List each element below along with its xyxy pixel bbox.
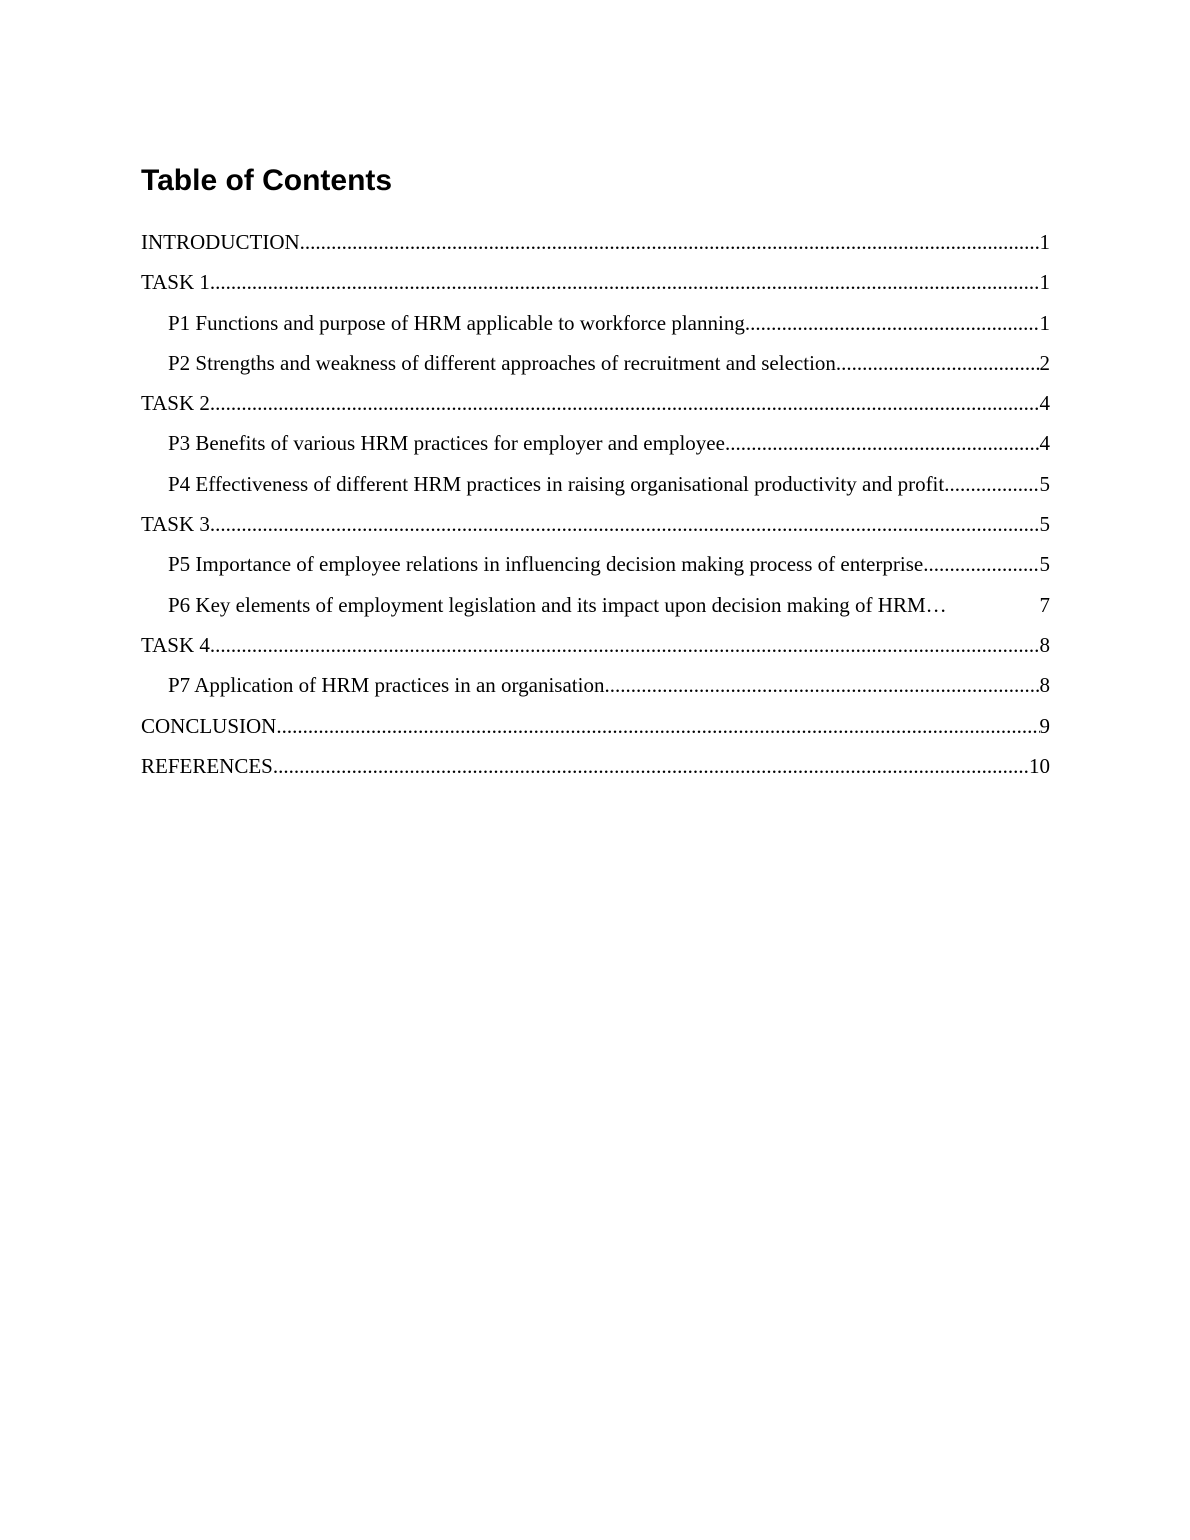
toc-entry-text: P2 Strengths and weakness of different approaches of recruitment and selection	[168, 347, 836, 379]
toc-entry-text: P3 Benefits of various HRM practices for employer and employee	[168, 427, 725, 459]
toc-title: Table of Contents	[141, 164, 393, 197]
toc-entry-text: P5 Importance of employee relations in influencing decision making process of enterprise	[168, 548, 923, 580]
toc-dot-leader	[926, 589, 1040, 621]
toc-page-number: 7	[1040, 589, 1051, 621]
toc-dot-leader	[276, 710, 1039, 742]
toc-entry-task-3[interactable]	[141, 508, 1050, 548]
toc-page-number: 4	[1040, 387, 1051, 419]
toc-page-number: 10	[1029, 750, 1050, 782]
toc-page-number: 1	[1040, 266, 1051, 298]
toc-entry-text: TASK 4	[141, 629, 210, 661]
toc-page-number: 8	[1040, 629, 1051, 661]
toc-entry-text: TASK 3	[141, 508, 210, 540]
toc-entry-conclusion[interactable]	[141, 710, 1050, 750]
toc-entry-text: P7 Application of HRM practices in an organisation	[168, 669, 604, 701]
toc-entry-text: P6 Key elements of employment legislation and its impact upon decision making of HRM	[168, 589, 926, 621]
toc-dot-leader	[725, 427, 1040, 459]
toc-entry-text: TASK 2	[141, 387, 210, 419]
toc-page-number: 5	[1040, 548, 1051, 580]
toc-page-number: 8	[1040, 669, 1051, 701]
toc-entry-p5[interactable]	[141, 548, 1050, 588]
toc-dot-leader	[604, 669, 1039, 701]
toc-dot-leader	[836, 347, 1040, 379]
toc-list	[141, 226, 1050, 790]
toc-entry-text: REFERENCES	[141, 750, 273, 782]
toc-dot-leader	[273, 750, 1029, 782]
toc-dot-leader	[745, 307, 1040, 339]
toc-entry-text: CONCLUSION	[141, 710, 276, 742]
toc-page-number: 2	[1040, 347, 1051, 379]
toc-dot-leader	[944, 468, 1039, 500]
toc-entry-p1[interactable]	[141, 307, 1050, 347]
toc-dot-leader	[210, 387, 1040, 419]
toc-entry-references[interactable]	[141, 750, 1050, 790]
toc-entry-p2[interactable]	[141, 347, 1050, 387]
toc-entry-task-4[interactable]	[141, 629, 1050, 669]
toc-dot-leader	[210, 629, 1040, 661]
toc-page-number: 4	[1040, 427, 1051, 459]
toc-entry-text: P1 Functions and purpose of HRM applicable to workforce planning	[168, 307, 745, 339]
toc-entry-text: TASK 1	[141, 266, 210, 298]
toc-page-number: 1	[1040, 307, 1051, 339]
toc-page-number: 5	[1040, 468, 1051, 500]
toc-entry-introduction[interactable]	[141, 226, 1050, 266]
toc-page-number: 9	[1040, 710, 1051, 742]
toc-entry-p3[interactable]	[141, 427, 1050, 467]
toc-dot-leader	[210, 266, 1040, 298]
toc-entry-p4[interactable]	[141, 468, 1050, 508]
toc-entry-p7[interactable]	[141, 669, 1050, 709]
toc-entry-text: P4 Effectiveness of different HRM practices in raising organisational productivity and profit	[168, 468, 944, 500]
toc-dot-leader	[300, 226, 1040, 258]
toc-dot-leader	[923, 548, 1039, 580]
toc-page-number: 1	[1040, 226, 1051, 258]
toc-entry-p6[interactable]	[141, 589, 1050, 629]
toc-entry-text: INTRODUCTION	[141, 226, 300, 258]
toc-entry-task-1[interactable]	[141, 266, 1050, 306]
toc-page-number: 5	[1040, 508, 1051, 540]
toc-dot-leader	[210, 508, 1040, 540]
toc-entry-task-2[interactable]	[141, 387, 1050, 427]
